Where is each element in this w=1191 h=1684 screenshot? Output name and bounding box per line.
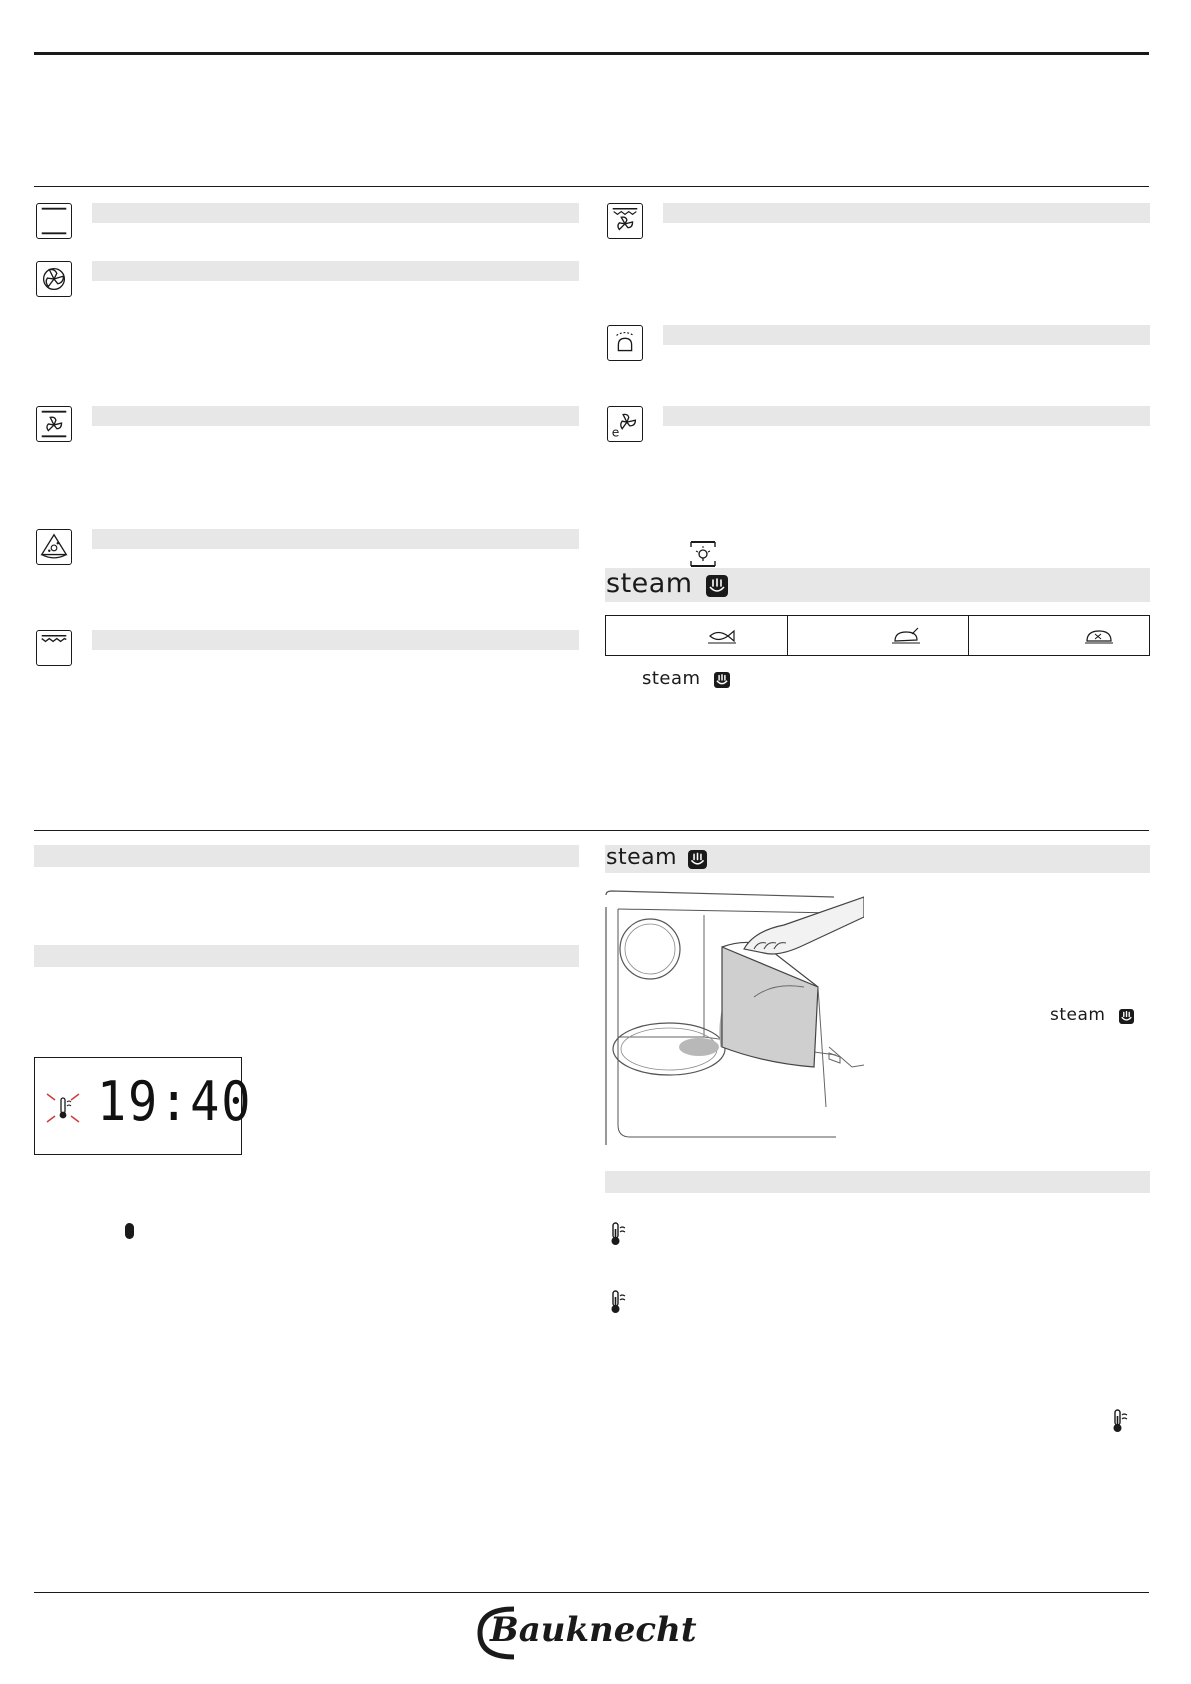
- heading-bar-conventional: [92, 203, 579, 223]
- heading-bar-left-lower-2: [34, 945, 579, 967]
- section-rule-1: [34, 186, 1149, 187]
- steam-temperature-icon: [608, 1221, 628, 1247]
- food-cell-bread: [968, 616, 1149, 655]
- indicator-dot: [125, 1223, 134, 1239]
- oven-light-icon: [690, 540, 716, 568]
- convection-bake-icon: [36, 406, 72, 442]
- steam-temperature-icon: [608, 1289, 628, 1315]
- oven-fill-illustration: [604, 887, 864, 1147]
- fish-icon: [706, 627, 738, 645]
- steam-badge-icon: [706, 575, 728, 597]
- food-cell-fish: [606, 616, 787, 655]
- heading-bar-convection-bake: [92, 406, 579, 426]
- eco-forced-air-icon: [607, 406, 643, 442]
- steam-badge-icon-2: [688, 850, 707, 869]
- brand-logo: Bauknecht: [490, 1610, 697, 1650]
- heading-bar-turbo-grill: [663, 203, 1150, 223]
- top-rule: [34, 52, 1149, 55]
- heading-bar-eco-forced-air: [663, 406, 1150, 426]
- footer-rule: [34, 1592, 1149, 1593]
- food-cell-poultry: [787, 616, 968, 655]
- display-panel: [34, 1057, 253, 1155]
- heading-bar-right-lower: [605, 1171, 1150, 1193]
- steam-heading-bar-2: [605, 845, 1150, 873]
- heading-bar-keep-warm: [663, 325, 1150, 345]
- poultry-icon: [890, 626, 922, 646]
- heading-bar-left-lower-1: [34, 845, 579, 867]
- steam-logo-text-small-1: steam: [642, 668, 701, 689]
- bread-icon: [1083, 626, 1115, 646]
- pizza-icon: [36, 529, 72, 565]
- conventional-icon: [36, 203, 72, 239]
- keep-warm-icon: [607, 325, 643, 361]
- heading-bar-pizza: [92, 529, 579, 549]
- steam-logo-text: steam: [606, 568, 693, 599]
- forced-air-icon: [36, 261, 72, 297]
- steam-temperature-icon: [1110, 1408, 1130, 1434]
- section-rule-2: [34, 830, 1149, 831]
- grill-icon: [36, 630, 72, 666]
- steam-temperature-blinking-icon: [45, 1090, 81, 1126]
- steam-logo-text-2: steam: [606, 845, 678, 870]
- turbo-grill-icon: [607, 203, 643, 239]
- steam-badge-icon-small-1: [714, 672, 730, 688]
- display-time: 19:40: [97, 1070, 253, 1133]
- steam-logo-text-small-2: steam: [1050, 1005, 1106, 1025]
- steam-badge-icon-small-2: [1119, 1009, 1134, 1024]
- steam-food-table: [605, 615, 1150, 656]
- svg-text:e: e: [611, 425, 620, 440]
- heading-bar-forced-air: [92, 261, 579, 281]
- heading-bar-grill: [92, 630, 579, 650]
